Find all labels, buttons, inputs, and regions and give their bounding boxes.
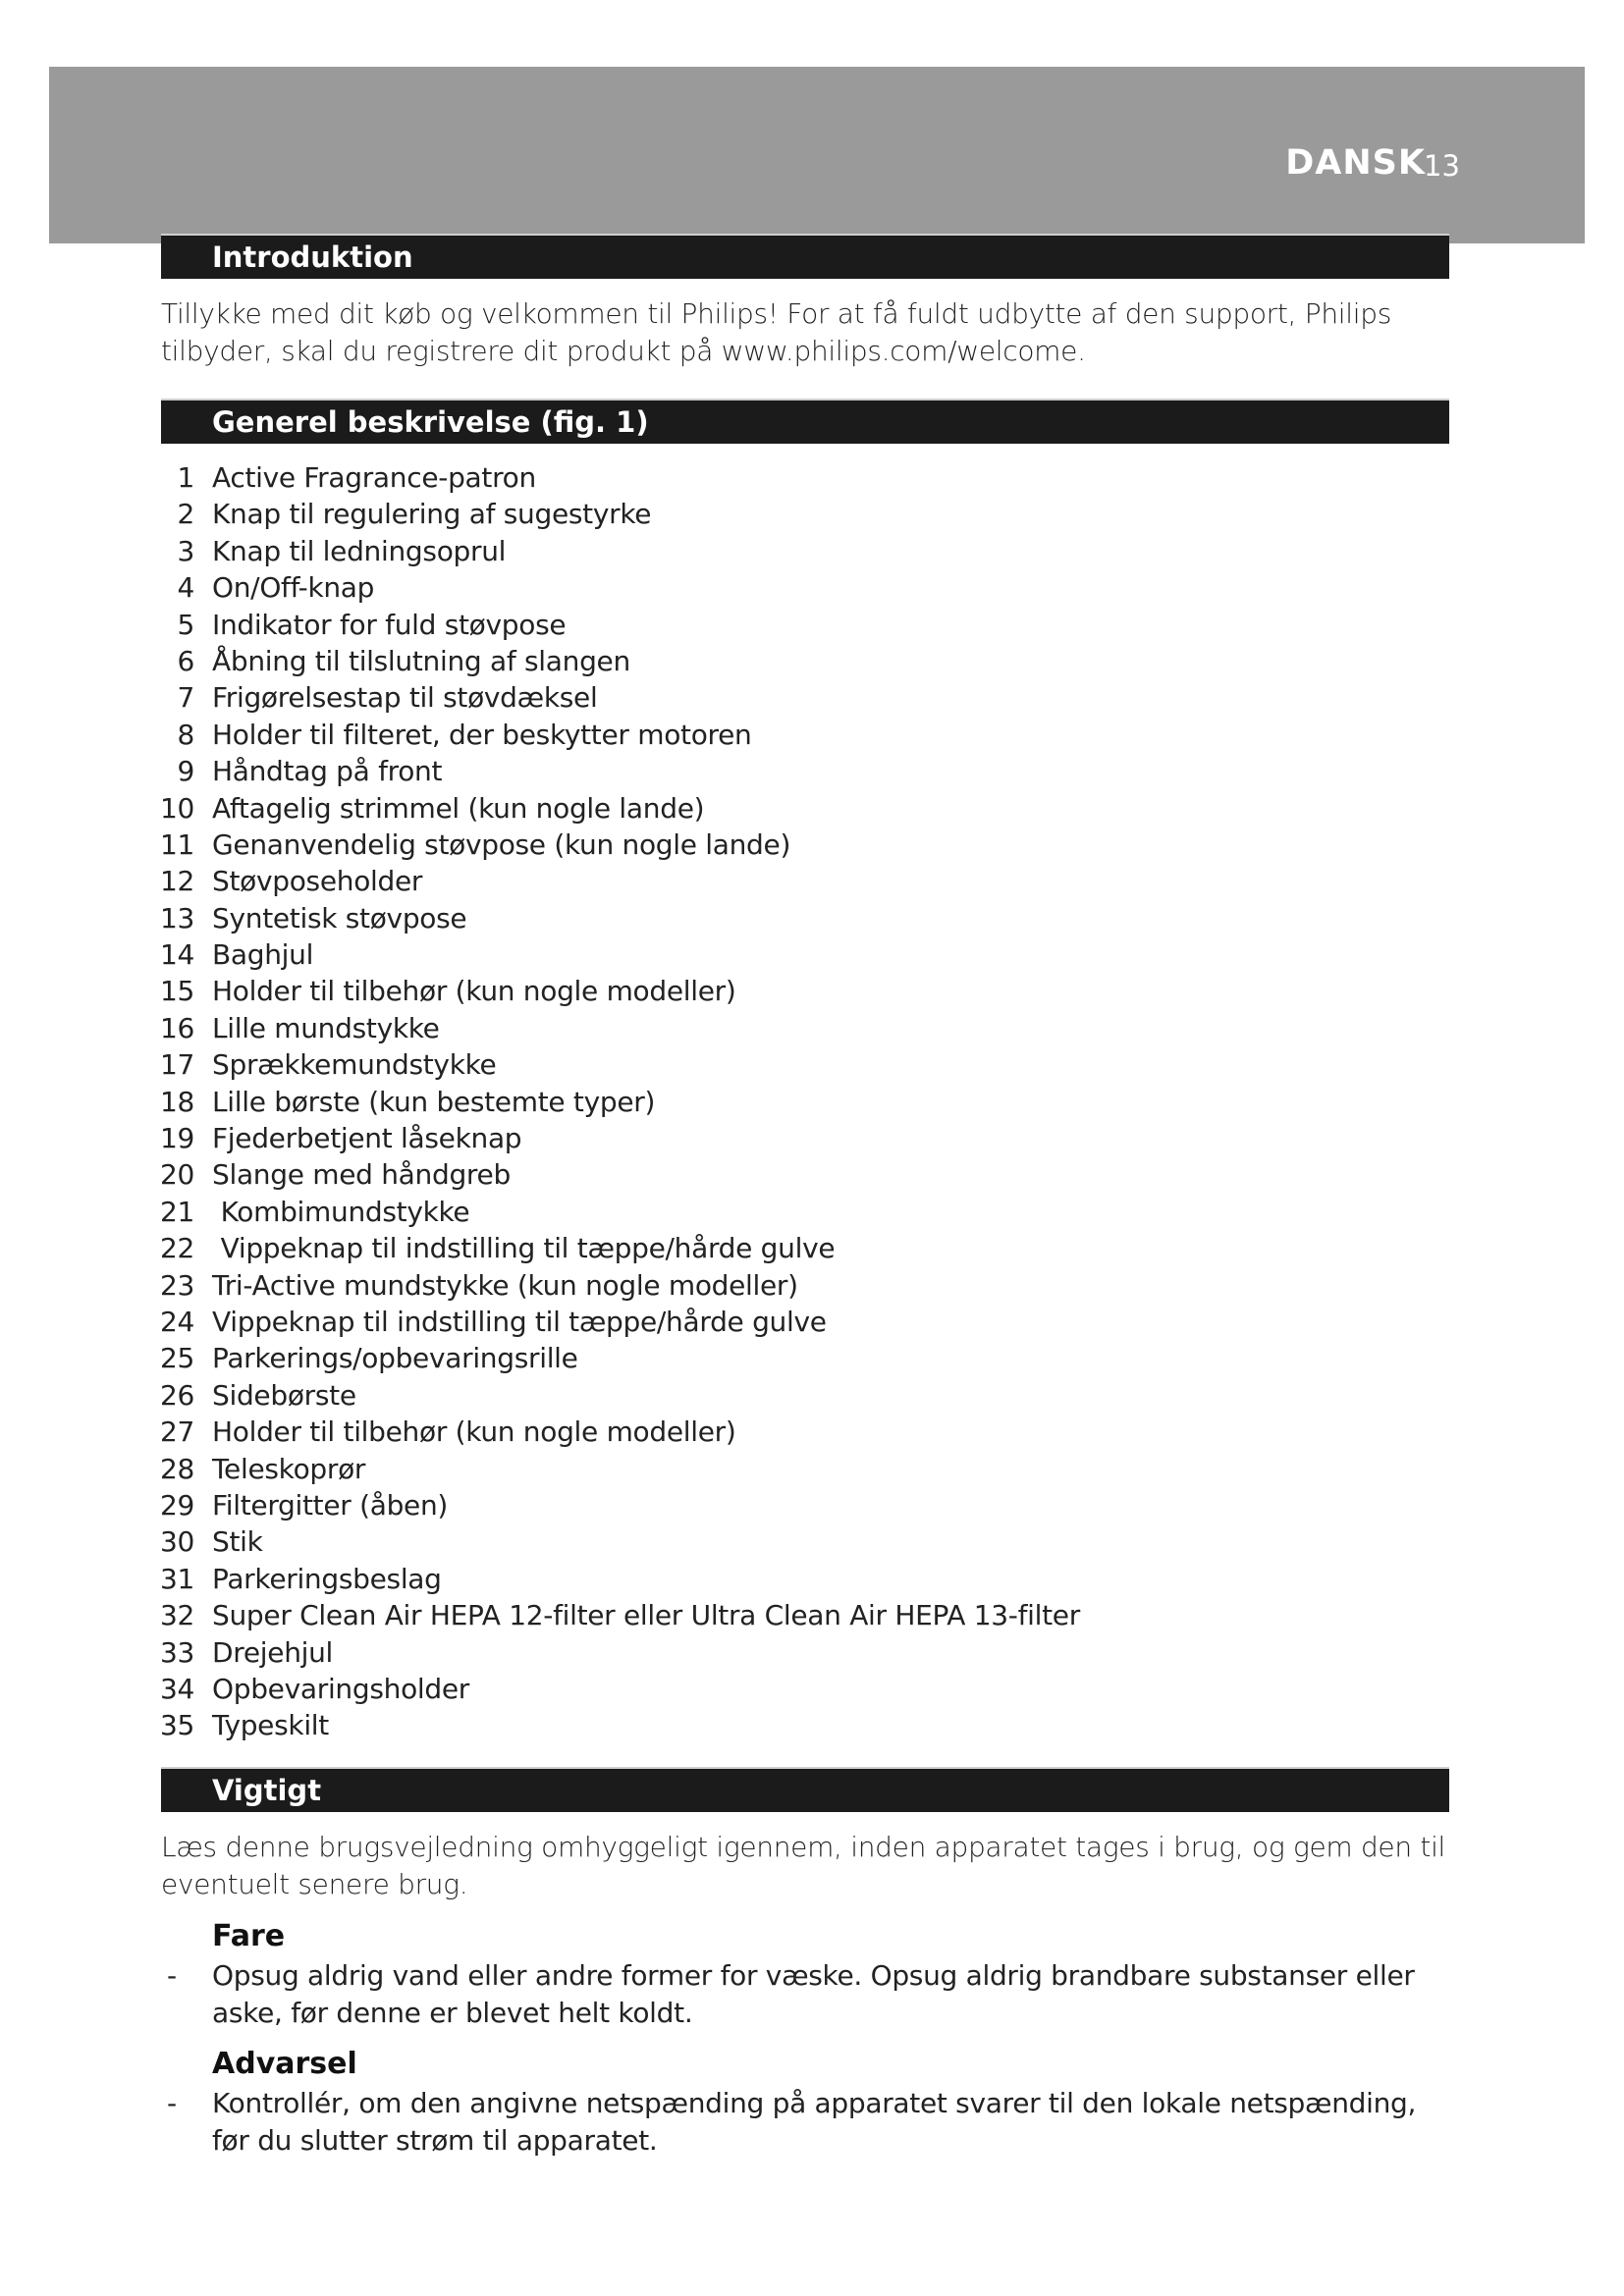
list-item (149, 1671, 1080, 1707)
item-text: Stik (212, 1525, 263, 1559)
item-number: 23 (159, 1268, 194, 1302)
item-text: Filtergitter (åben) (212, 1488, 449, 1522)
item-number: 13 (159, 901, 194, 934)
item-number: 27 (159, 1415, 194, 1449)
section-title: Introduktion (212, 240, 413, 274)
list-item (149, 1010, 1080, 1046)
list-item (149, 1046, 1080, 1083)
item-number: 8 (177, 718, 194, 751)
item-text: Holder til tilbehør (kun nogle modeller) (212, 975, 736, 1008)
item-text: Teleskoprør (212, 1452, 366, 1485)
warning-bullet-text: Kontrollér, om den angivne netspænding på apparatet svarer til den lokale netspænding, før du slutter strøm til apparatet. (212, 2087, 1417, 2157)
item-number: 12 (159, 865, 194, 898)
item-number: 34 (159, 1672, 194, 1705)
section-title: Vigtigt (212, 1774, 322, 1807)
item-number: 10 (159, 791, 194, 825)
warning-bullet (161, 2085, 1457, 2160)
list-item (149, 936, 1080, 973)
list-item (149, 569, 1080, 606)
item-text: Knap til ledningsoprul (212, 534, 507, 567)
list-item (149, 496, 1080, 532)
item-text: Vippeknap til indstilling til tæppe/hårde gulve (212, 1232, 836, 1265)
important-paragraph: Læs denne brugsvejledning omhyggeligt igennem, inden apparatet tages i brug, og gem den til eventuelt senere brug. (161, 1831, 1446, 1900)
item-number: 22 (159, 1232, 194, 1265)
list-item (149, 1561, 1080, 1597)
item-number: 21 (159, 1195, 194, 1228)
list-item (149, 1597, 1080, 1633)
item-text: Støvposeholder (212, 865, 423, 898)
item-number: 25 (159, 1342, 194, 1375)
item-number: 24 (159, 1305, 194, 1338)
bullet-dash: - (167, 2087, 177, 2119)
list-item (149, 900, 1080, 936)
item-text: Vippeknap til indstilling til tæppe/hårde gulve (212, 1305, 827, 1338)
item-text: Opbevaringsholder (212, 1672, 470, 1705)
item-number: 9 (177, 755, 194, 788)
item-number: 5 (177, 608, 194, 641)
item-number: 4 (177, 571, 194, 605)
list-item (149, 827, 1080, 863)
list-item (149, 753, 1080, 789)
item-text: Genanvendelig støvpose (kun nogle lande) (212, 828, 791, 861)
item-text: Lille mundstykke (212, 1011, 440, 1044)
item-text: Tri-Active mundstykke (kun nogle modeller) (212, 1268, 798, 1302)
list-item (149, 1451, 1080, 1487)
list-item (149, 1084, 1080, 1120)
list-item (149, 863, 1080, 899)
parts-list (149, 459, 1080, 1744)
item-number: 17 (159, 1048, 194, 1082)
item-number: 26 (159, 1378, 194, 1412)
item-text: Håndtag på front (212, 755, 443, 788)
item-number: 16 (159, 1011, 194, 1044)
list-item (149, 1304, 1080, 1340)
list-item (149, 1707, 1080, 1743)
list-item (149, 533, 1080, 569)
item-text: Drejehjul (212, 1635, 334, 1669)
item-text: Active Fragrance-patron (212, 461, 536, 494)
item-number: 14 (159, 938, 194, 972)
item-text: Parkeringsbeslag (212, 1562, 442, 1595)
item-number: 11 (159, 828, 194, 861)
language-label: DANSK (1285, 143, 1426, 183)
list-item (149, 1340, 1080, 1376)
list-item (149, 1230, 1080, 1266)
item-number: 19 (159, 1122, 194, 1155)
item-text: Kombimundstykke (212, 1195, 470, 1228)
section-heading-important (161, 1767, 1449, 1812)
list-item (149, 790, 1080, 827)
item-number: 2 (177, 498, 194, 531)
item-text: Sprækkemundstykke (212, 1048, 497, 1082)
list-item (149, 1414, 1080, 1450)
item-number: 3 (177, 534, 194, 567)
page-number: 13 (1424, 149, 1460, 183)
list-item (149, 643, 1080, 679)
section-heading-general (161, 399, 1449, 444)
list-item (149, 679, 1080, 716)
list-item (149, 1523, 1080, 1560)
danger-bullet (161, 1957, 1457, 2032)
item-text: Syntetisk støvpose (212, 901, 467, 934)
section-heading-intro (161, 234, 1449, 279)
danger-bullet-text: Opsug aldrig vand eller andre former for væske. Opsug aldrig brandbare substanser eller aske, før denne er blevet helt koldt. (212, 1959, 1415, 2029)
item-text: Typeskilt (212, 1709, 329, 1742)
danger-heading: Fare (212, 1919, 286, 1953)
item-number: 20 (159, 1158, 194, 1192)
item-text: Slange med håndgreb (212, 1158, 511, 1192)
item-text: Holder til tilbehør (kun nogle modeller) (212, 1415, 736, 1449)
list-item (149, 1156, 1080, 1193)
warning-heading: Advarsel (212, 2047, 357, 2081)
item-number: 35 (159, 1709, 194, 1742)
item-text: Parkerings/opbevaringsrille (212, 1342, 578, 1375)
item-number: 32 (159, 1599, 194, 1632)
item-number: 31 (159, 1562, 194, 1595)
list-item (149, 459, 1080, 496)
list-item (149, 1120, 1080, 1156)
item-text: Baghjul (212, 938, 314, 972)
item-text: Aftagelig strimmel (kun nogle lande) (212, 791, 705, 825)
item-number: 30 (159, 1525, 194, 1559)
item-text: Åbning til tilslutning af slangen (212, 644, 630, 677)
item-number: 28 (159, 1452, 194, 1485)
item-number: 33 (159, 1635, 194, 1669)
item-text: Super Clean Air HEPA 12-filter eller Ultra Clean Air HEPA 13-filter (212, 1599, 1080, 1632)
item-number: 1 (177, 461, 194, 494)
list-item (149, 607, 1080, 643)
list-item (149, 1267, 1080, 1304)
item-text: Fjederbetjent låseknap (212, 1122, 522, 1155)
item-number: 18 (159, 1085, 194, 1118)
item-text: Holder til filteret, der beskytter motoren (212, 718, 752, 751)
item-number: 29 (159, 1488, 194, 1522)
list-item (149, 717, 1080, 753)
item-text: On/Off-knap (212, 571, 375, 605)
item-text: Sidebørste (212, 1378, 356, 1412)
item-text: Indikator for fuld støvpose (212, 608, 567, 641)
section-title: Generel beskrivelse (fig. 1) (212, 405, 649, 439)
item-text: Frigørelsestap til støvdæksel (212, 681, 598, 715)
item-number: 7 (177, 681, 194, 715)
list-item (149, 1194, 1080, 1230)
list-item (149, 1377, 1080, 1414)
list-item (149, 1487, 1080, 1523)
item-number: 6 (177, 644, 194, 677)
intro-paragraph: Tillykke med dit køb og velkommen til Philips! For at få fuldt udbytte af den support, Philips tilbyder, skal du registrere dit produkt på www.philips.com/welcome. (161, 297, 1391, 367)
item-text: Knap til regulering af sugestyrke (212, 498, 652, 531)
bullet-dash: - (167, 1959, 177, 1992)
list-item (149, 1634, 1080, 1671)
list-item (149, 973, 1080, 1009)
item-text: Lille børste (kun bestemte typer) (212, 1085, 656, 1118)
item-number: 15 (159, 975, 194, 1008)
